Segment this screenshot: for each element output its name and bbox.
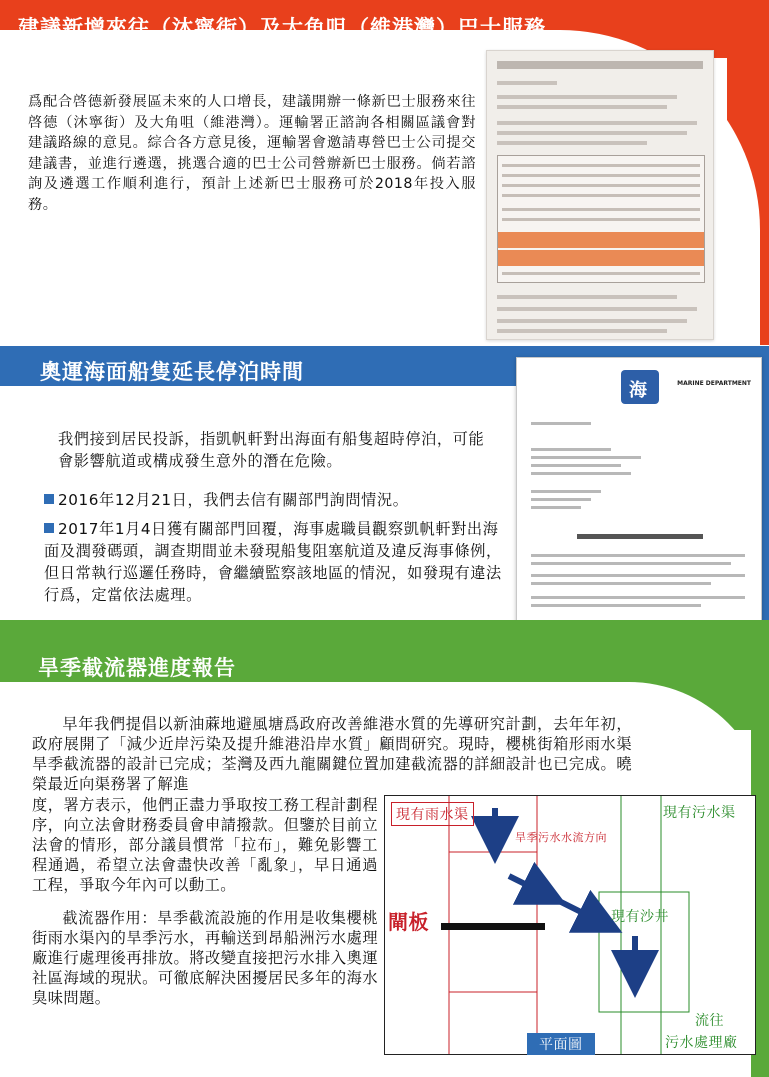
- doc-table-row: [502, 194, 700, 197]
- letter-text-line: [531, 604, 701, 607]
- doc-header-line: [497, 61, 703, 69]
- letter-text-line: [531, 422, 591, 425]
- doc-text-line: [497, 131, 687, 135]
- letter-text-line: [531, 554, 745, 557]
- interceptor-box: [449, 852, 537, 992]
- gate-bar: [441, 923, 545, 930]
- bullet-square-icon: [44, 494, 54, 504]
- letter-text-line: [531, 498, 591, 501]
- letter-text-line: [531, 490, 601, 493]
- letter-text-line: [531, 562, 731, 565]
- doc-text-line: [497, 319, 687, 323]
- doc-table-row: [502, 164, 700, 167]
- doc-table-highlight: [498, 250, 704, 266]
- doc-text-line: [497, 121, 697, 125]
- doc-text-line: [497, 95, 677, 99]
- letter-text-line: [531, 596, 745, 599]
- bullet-item: [44, 489, 506, 511]
- section3-paragraph-2: 度，署方表示，他們正盡力爭取按工務工程計劃程序，向立法會財務委員會申請撥款。但鑒於目前立法會的情形，部分議員慣常「拉布」，難免影響工程通過，希望立法會盡快改善「亂象」，早日通過工程，爭取今年內可以動工。: [32, 796, 378, 894]
- doc-text-line: [497, 329, 667, 333]
- doc-text-line: [497, 105, 667, 109]
- flow-direction-label: 旱季污水水流方向: [515, 831, 607, 844]
- doc-table-row: [502, 174, 700, 177]
- treatment-plant-label: 污水處理廠: [665, 1035, 738, 1051]
- bullet-text: 2017年1月4日獲有關部門回覆，海事處職員觀察凱帆軒對出海面及潤發碼頭，調查期間並未發現船隻阻塞航道及違反海事條例，但日常執行巡邏任務時，會繼續監察該地區的情況，如發現有違法行爲，定當依法處理。: [44, 520, 502, 604]
- letter-text-line: [531, 472, 631, 475]
- section1-title: 建議新增來往（沐寧街）及大角咀（維港灣）巴士服務: [18, 16, 546, 40]
- letter-text-line: [531, 448, 611, 451]
- gate-label: 閘板: [388, 910, 429, 934]
- section3-paragraph-3: 截流器作用：旱季截流設施的作用是收集櫻桃街雨水渠內的旱季污水，再輸送到昂船洲污水處理廠進行處理後再排放。將改變直接把污水排入奧運社區海域的現狀。可徹底解決困擾居民多年的海水臭味問題。: [32, 909, 378, 1007]
- doc-text-line: [497, 81, 557, 85]
- sewage-channel-label: 現有污水渠: [663, 805, 736, 821]
- marine-department-logo: 海: [621, 370, 659, 404]
- bullet-square-icon: [44, 523, 54, 533]
- letter-dept-name: MARINE DEPARTMENT: [677, 380, 751, 387]
- diversion-arrow: [561, 902, 601, 922]
- section2-title: 奧運海面船隻延長停泊時間: [40, 360, 304, 384]
- doc-text-line: [497, 295, 677, 299]
- letter-text-line: [531, 574, 745, 577]
- doc-table-row: [502, 272, 700, 275]
- letter-text-line: [531, 464, 621, 467]
- grit-well-label: 現有沙井: [611, 909, 669, 925]
- doc-text-line: [497, 307, 697, 311]
- section3-title: 旱季截流器進度報告: [38, 656, 236, 680]
- doc-table-highlight: [498, 232, 704, 248]
- bullet-item: [44, 518, 506, 606]
- bullet-text: 2016年12月21日，我們去信有關部門詢問情況。: [58, 491, 409, 509]
- section3-paragraph-1: 早年我們提倡以新油蔴地避風塘爲政府改善維港水質的先導研究計劃，去年年初，政府展開了「減少近岸污染及提升維港沿岸水質」顧問研究。現時，櫻桃街箱形雨水渠旱季截流器的設計已完成；荃灣及西九龍關鍵位置加建截流器的詳細設計也已完成。曉榮最近向渠務署了解進: [32, 715, 632, 793]
- letter-text-line: [531, 582, 711, 585]
- flow-to-label: 流往: [695, 1013, 724, 1029]
- rain-channel-label: 現有雨水渠: [391, 802, 474, 826]
- doc-table-row: [502, 218, 700, 221]
- doc-text-line: [497, 141, 647, 145]
- section2-paragraph: 我們接到居民投訴，指凱帆軒對出海面有船隻超時停泊，可能會影響航道或構成發生意外的潛在危險。: [58, 430, 485, 470]
- interceptor-plan-diagram: [384, 795, 756, 1055]
- doc-route-table: [497, 155, 705, 283]
- diversion-arrow: [509, 876, 545, 894]
- plan-view-label: 平面圖: [527, 1033, 595, 1055]
- doc-table-row: [502, 208, 700, 211]
- letter-text-line: [531, 506, 581, 509]
- doc-table-row: [502, 184, 700, 187]
- letter-subject-line: [577, 534, 703, 539]
- letter-text-line: [531, 456, 641, 459]
- consultation-document-image: [486, 50, 714, 340]
- section1-paragraph: 爲配合啓德新發展區未來的人口增長，建議開辦一條新巴士服務來往啓德（沐寧街）及大角咀（維港灣）。運輸署正諮詢各相關區議會對建議路線的意見。綜合各方意見後，運輸署會邀請專營巴士公司提交建議書，並進行遴選，挑選合適的巴士公司營辦新巴士服務。倘若諮詢及遴選工作順利進行，預計上述新巴士服務可於2018年投入服務。: [28, 94, 476, 213]
